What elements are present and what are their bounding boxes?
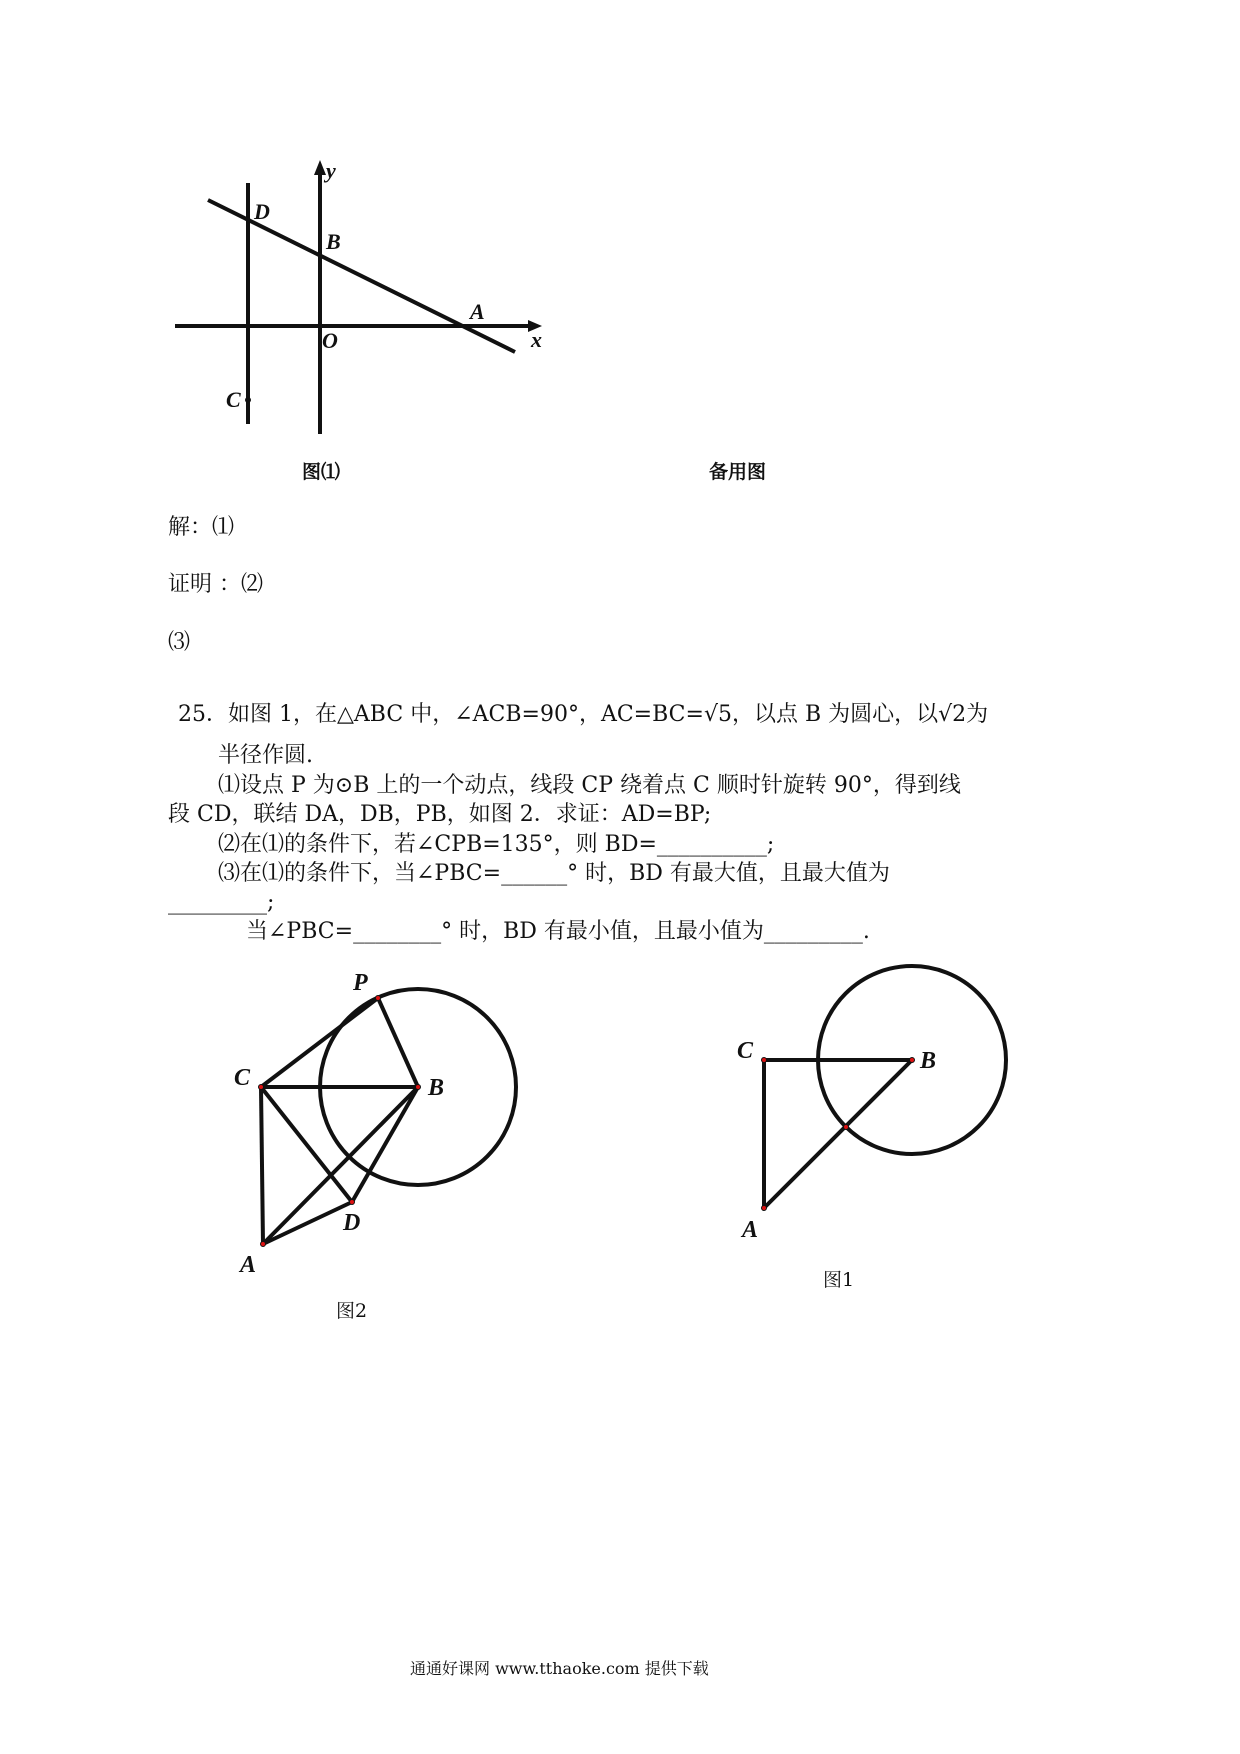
problem-25-line-6: ⑶在⑴的条件下，当∠PBC=______° 时，BD 有最大值，且最大值为 bbox=[218, 861, 890, 886]
point-a-fig1 bbox=[762, 1206, 767, 1211]
point-intersect-fig1 bbox=[844, 1125, 849, 1130]
figure-1-caption: 图⑴ bbox=[302, 461, 341, 483]
segment-ab-fig1 bbox=[764, 1060, 912, 1208]
figure-2-caption: 图2 bbox=[336, 1300, 368, 1322]
label-d: D bbox=[254, 199, 270, 224]
figure-1-diagram bbox=[0, 0, 620, 500]
answer-prove: 证明 ：⑵ bbox=[168, 572, 263, 597]
label-c2: C bbox=[234, 1065, 251, 1091]
figure-1b-diagram bbox=[737, 966, 1006, 1243]
problem-25-line-7: _________; bbox=[168, 890, 275, 915]
label-y: y bbox=[326, 158, 336, 183]
label-a-fig1: A bbox=[742, 1217, 759, 1243]
answer-part3: ⑶ bbox=[168, 630, 191, 655]
answer-solve: 解：⑴ bbox=[168, 515, 235, 540]
label-b: B bbox=[326, 229, 341, 254]
point-c-fig1 bbox=[762, 1058, 767, 1063]
label-d2: D bbox=[343, 1210, 361, 1236]
label-b-fig1: B bbox=[920, 1048, 937, 1074]
label-o: O bbox=[322, 328, 338, 353]
label-c: C bbox=[226, 387, 241, 412]
point-p bbox=[376, 996, 381, 1001]
label-p: P bbox=[353, 970, 368, 996]
figure-1b-caption: 图1 bbox=[823, 1269, 855, 1291]
segment-ca bbox=[261, 1087, 263, 1244]
label-x: x bbox=[531, 327, 542, 352]
problem-25-line-3: ⑴设点 P 为⊙B 上的一个动点，线段 CP 绕着点 C 顺时针旋转 90°，得到线 bbox=[218, 773, 961, 798]
label-a: A bbox=[470, 299, 485, 324]
problem-25-line-5: ⑵在⑴的条件下，若∠CPB=135°，则 BD=__________; bbox=[218, 832, 775, 857]
segment-ad bbox=[263, 1202, 352, 1244]
point-c bbox=[246, 398, 251, 403]
problem-25-line-4: 段 CD，联结 DA，DB，PB，如图 2．求证：AD=BP; bbox=[168, 802, 712, 827]
figures-lower bbox=[0, 940, 1240, 1360]
point-d2 bbox=[350, 1200, 355, 1205]
point-c2 bbox=[259, 1085, 264, 1090]
problem-25-line-2: 半径作圆. bbox=[218, 743, 313, 768]
page-footer: 通通好课网 www.tthaoke.com 提供下载 bbox=[410, 1659, 709, 1678]
point-b-fig1 bbox=[910, 1058, 915, 1063]
problem-25-line-8: 当∠PBC=________° 时，BD 有最小值，且最小值为_________. bbox=[246, 919, 870, 944]
y-axis-arrow bbox=[314, 160, 326, 175]
point-b2 bbox=[416, 1085, 421, 1090]
spare-figure-caption: 备用图 bbox=[709, 461, 767, 483]
point-a2 bbox=[261, 1242, 266, 1247]
figure-2-diagram bbox=[234, 970, 516, 1278]
segment-ab bbox=[263, 1087, 418, 1244]
problem-25-line-1: 25．如图 1，在△ABC 中，∠ACB=90°，AC=BC=√5，以点 B 为圆心，以√2为 bbox=[178, 702, 989, 727]
label-c-fig1: C bbox=[737, 1038, 754, 1064]
label-a2: A bbox=[240, 1252, 257, 1278]
segment-pb bbox=[378, 998, 418, 1087]
label-b2: B bbox=[428, 1075, 445, 1101]
